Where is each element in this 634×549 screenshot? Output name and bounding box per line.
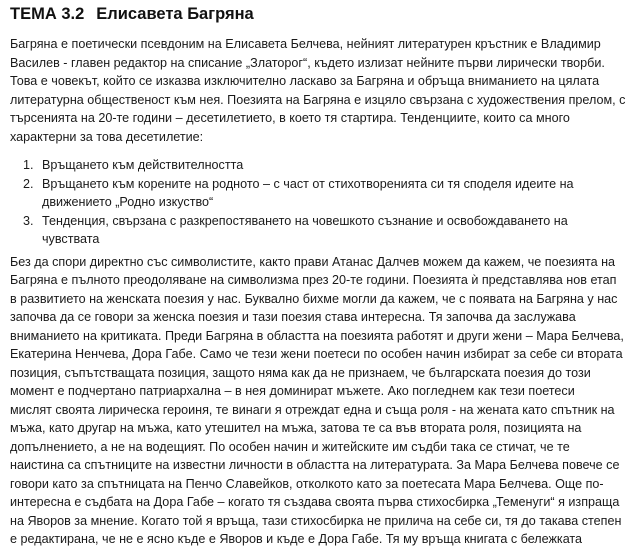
text-line: на Яворов за мнение. Когато той я връща, тази стихосбирка не прилича на себе си, тя до такава степен — [10, 513, 622, 528]
text-line: допълнението, а не на водещият. По особен начин и житейските им съдби така се стичат, че те — [10, 439, 570, 454]
intro-paragraph — [10, 35, 626, 146]
text-line: Без да спори директно със символистите, както прави Атанас Далчев можем да кажем, че поезията на — [10, 254, 616, 269]
tendencies-list — [10, 156, 626, 249]
section-title: Елисавета Багряна — [96, 5, 254, 23]
list-marker: 1. — [23, 158, 34, 172]
section-heading — [10, 0, 626, 31]
text-line: Екатерина Ненчева, Дора Габе. Само че тези жени поетеси по особен начин избират за себе си втората — [10, 347, 623, 361]
text-line: Василев - главен редактор на списание „Златорог“, където излизат нейните първи лирически творби. — [10, 55, 605, 70]
list-item-text: Връщането към корените на родното – с част от стихотворенията си тя споделя идеите на — [42, 176, 574, 191]
text-line: интересна е съдбата на Дора Габе – когато тя създава своята първа стихосбирка „Теменуги“ я изпраща — [10, 495, 620, 509]
text-line: Багряна е поетически псевдоним на Елисавета Белчева, нейният литературен кръстник е Владимир — [10, 37, 601, 51]
text-line: вниманието на критиката. Преди Багряна в областта на поезията работят и други жени – Мара Белчева, — [10, 328, 624, 343]
list-item-text: Връщането към действителността — [42, 158, 244, 172]
list-item — [10, 156, 626, 175]
list-item-text: чувствата — [42, 232, 100, 246]
list-item-text: движението „Родно изкуство“ — [42, 195, 214, 209]
list-item-text: Тенденция, свързана с разкрепостяването на човешкото съзнание и освобождаването на — [42, 213, 568, 228]
text-line: търсенията на 20-те години – десетилетието, в което тя стартира. Тенденциите, които са много — [10, 111, 570, 125]
text-line: наистина са спътниците на известни личности в областта на литературата. За Мара Белчева повече се — [10, 458, 620, 472]
section-number: ТЕМА 3.2 — [10, 5, 85, 23]
text-line: в развитието на женската поезия у нас. Буквално бихме могли да кажем, че с появата на Багряна у нас — [10, 291, 618, 306]
text-line: характерни за това десетилетие: — [10, 129, 204, 144]
text-line: мислят своята лирическа героиня, те винаги я отреждат една и съща роля - на жената като спътник на — [10, 402, 615, 417]
text-line: мъжа, като другар на мъжа, като утешител на мъжа, затова те са във втората роля, позицията на — [10, 421, 582, 435]
list-item — [10, 212, 626, 249]
document-page — [10, 0, 626, 549]
text-line: позиция, съпътстващата позиция, защото няма как да не признаем, че българската поезия до този — [10, 365, 591, 380]
list-marker: 3. — [23, 213, 34, 228]
text-line: е редактирана, че не е ясно къде е Яворов и къде е Дора Габе. Тя му връща книгата с бележката — [10, 532, 583, 546]
list-item — [10, 175, 626, 212]
text-line: Това е човекът, който се изказва изключително ласкаво за Багряна и обръща вниманието на цялата — [10, 74, 600, 88]
text-line: момент е подчертано патриархална – в нея доминират мъжете. Ако погледнем как тези поетеси — [10, 384, 575, 398]
text-line: Багряна е пълното преодоляване на символизма през 20-те години. Поезията ѝ представлява нов етап — [10, 273, 617, 287]
list-marker: 2. — [23, 176, 34, 191]
text-line: говори като за спътницата на Пенчо Славейков, отколкото като за поетесата Мара Белчева. Още по- — [10, 476, 604, 491]
body-paragraph — [10, 253, 626, 549]
text-line: литературна общественост към нея. Поезията на Багряна е изцяло свързана с художествения прелом, с — [10, 92, 626, 107]
text-line: започва да се говори за женска поезия и тази поезия става интересна. Тя започва да заслужава — [10, 310, 576, 324]
